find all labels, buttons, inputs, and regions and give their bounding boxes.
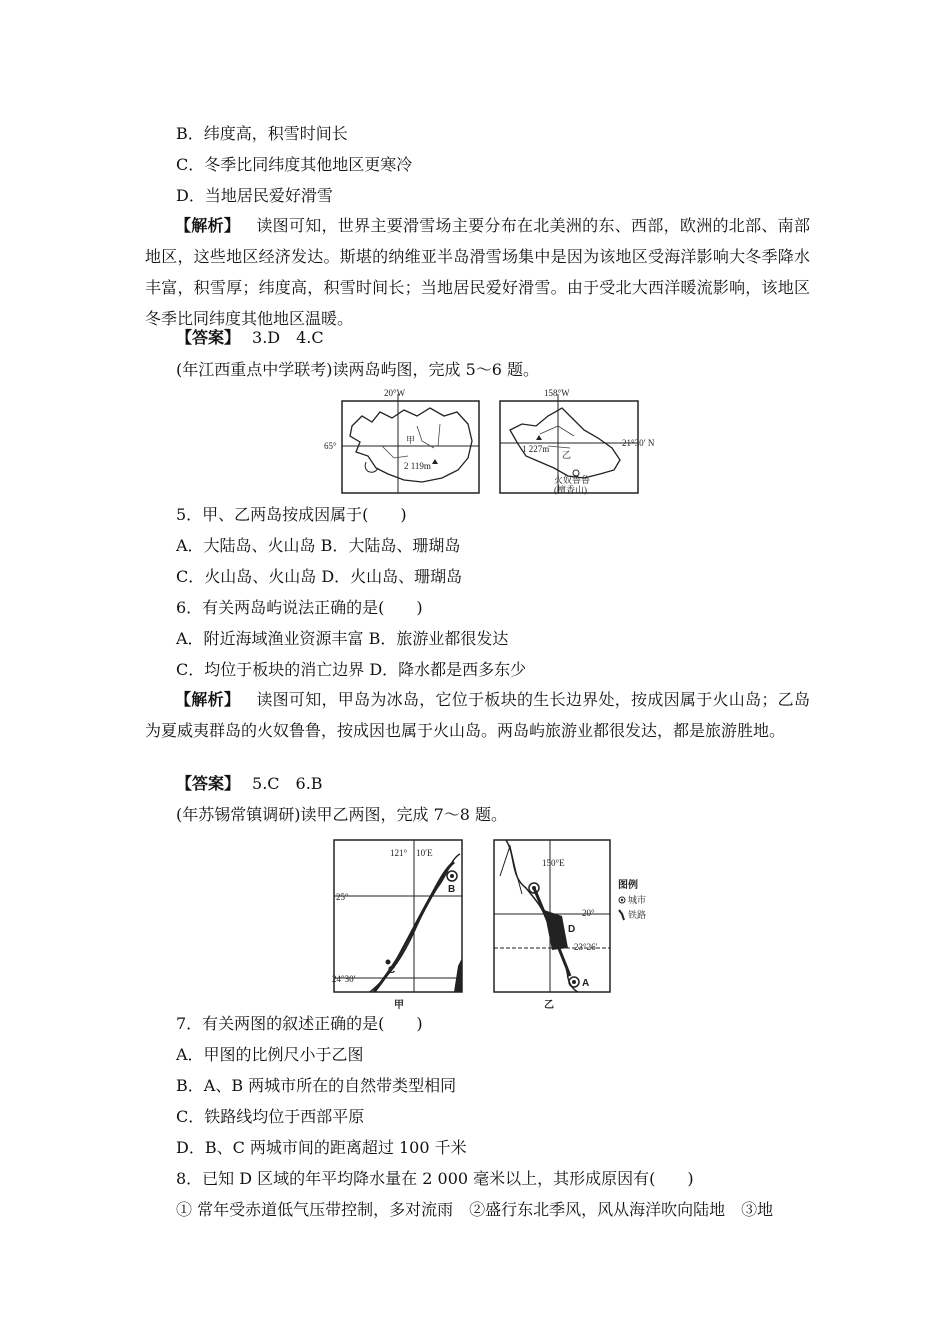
right-lat2-label: 23°26′ — [574, 942, 598, 952]
city-b-label: B — [448, 884, 456, 895]
city-a-label: A — [582, 978, 590, 989]
analysis-paragraph-2 — [145, 684, 810, 746]
left-map-name: 甲 — [394, 1000, 404, 1011]
analysis-text: 读图可知，甲岛为冰岛，它位于板块的生长边界处，按成因属于火山岛；乙岛为夏威夷群岛的火奴鲁鲁，按成因也属于火山岛。两岛屿旅游业都很发达，都是旅游胜地。 — [145, 690, 810, 740]
peak-icon-2 — [536, 435, 542, 440]
q7-option-c: C．铁路线均位于西部平原 — [176, 1107, 365, 1126]
left-land-fill — [454, 958, 462, 992]
left-lat1-label: 25° — [336, 892, 349, 902]
island-yi-peak: 1 227m — [522, 444, 550, 454]
legend-city-label: 城市 — [628, 895, 647, 905]
left-lon-label: 121° 10′E — [390, 848, 433, 858]
q6-stem: 6．有关两岛屿说法正确的是( ) — [176, 598, 423, 617]
island-jia-peak: 2 119m — [404, 461, 431, 471]
q5-stem: 5．甲、乙两岛按成因属于( ) — [176, 505, 407, 524]
q7-stem: 7．有关两图的叙述正确的是( ) — [176, 1014, 423, 1033]
left-lat2-label: 24°30′ — [332, 974, 356, 984]
q8-options: ① 常年受赤道低气压带控制，多对流雨 ②盛行东北季风，风从海洋吹向陆地 ③地 — [176, 1200, 774, 1219]
region-d-fill — [544, 910, 568, 950]
q5-options-ab: A．大陆岛、火山岛 B．大陆岛、珊瑚岛 — [176, 536, 461, 555]
region-d-label: D — [568, 924, 576, 935]
analysis-text: 读图可知，世界主要滑雪场主要分布在北美洲的东、西部，欧洲的北部、南部地区，这些地区经济发达。斯堪的纳维亚半岛滑雪场集中是因为该地区受海洋影响大冬季降水丰富，积雪厚；纬度高，积雪时间长；当地居民爱好滑雪。由于受北大西洋暖流影响，该地区冬季比同纬度其他地区温暖。 — [145, 216, 810, 328]
legend-rail-label: 铁路 — [628, 910, 647, 920]
city-c-icon — [386, 960, 391, 965]
analysis-tag: 【解析】 — [175, 216, 241, 235]
q4-option-b: B．纬度高，积雪时间长 — [176, 124, 348, 143]
answer-line-1 — [176, 327, 324, 349]
answer-tag: 【答案】 — [176, 328, 241, 347]
q7-option-b: B．A、B 两城市所在的自然带类型相同 — [176, 1076, 457, 1095]
answer-tag: 【答案】 — [176, 774, 241, 793]
honolulu-alt-label: (檀香山) — [554, 485, 587, 495]
q6-options-cd: C．均位于板块的消亡边界 D．降水都是西多东少 — [176, 660, 527, 679]
intro-q7-8: (年苏锡常镇调研)读甲乙两图，完成 7～8 题。 — [176, 805, 508, 824]
q4-option-c: C．冬季比同纬度其他地区更寒冷 — [176, 155, 413, 174]
right-lon-label: 150°E — [542, 858, 565, 868]
left-lon-label: 20°W — [384, 388, 406, 398]
intro-q5-6: (年江西重点中学联考)读两岛屿图，完成 5～6 题。 — [176, 360, 540, 379]
q8-stem: 8．已知 D 区域的年平均降水量在 2 000 毫米以上，其形成原因有( ) — [176, 1169, 694, 1188]
answer-text: 3.D 4.C — [252, 328, 324, 347]
q7-option-a: A．甲图的比例尺小于乙图 — [176, 1045, 364, 1064]
island-yi-name: 乙 — [562, 450, 572, 460]
q6-options-ab: A．附近海域渔业资源丰富 B．旅游业都很发达 — [176, 629, 509, 648]
left-map-frame — [342, 401, 479, 493]
left-lat-label: 65° — [324, 441, 337, 451]
q5-options-cd: C．火山岛、火山岛 D．火山岛、珊瑚岛 — [176, 567, 463, 586]
honolulu-label: 火奴鲁鲁 — [554, 475, 591, 485]
right-map-name: 乙 — [544, 1000, 554, 1011]
legend-title: 图例 — [618, 880, 638, 891]
right-lat-label: 21°30′ N — [622, 438, 655, 448]
right-lat1-label: 20° — [582, 908, 595, 918]
left-map-frame — [334, 840, 462, 992]
peak-icon — [432, 459, 438, 464]
answer-text: 5.C 6.B — [252, 774, 323, 793]
two-maps-figure — [330, 836, 660, 1016]
analysis-tag: 【解析】 — [175, 690, 241, 709]
analysis-paragraph-1 — [145, 210, 810, 334]
q4-option-d: D．当地居民爱好滑雪 — [176, 186, 333, 205]
right-lon-label: 158°W — [544, 388, 570, 398]
two-islands-figure — [322, 386, 662, 498]
answer-line-2 — [176, 773, 323, 795]
legend-rail-icon — [619, 910, 624, 920]
city-c-label: C — [388, 965, 396, 976]
island-jia-name: 甲 — [406, 435, 416, 445]
q7-option-d: D．B、C 两城市间的距离超过 100 千米 — [176, 1138, 467, 1157]
